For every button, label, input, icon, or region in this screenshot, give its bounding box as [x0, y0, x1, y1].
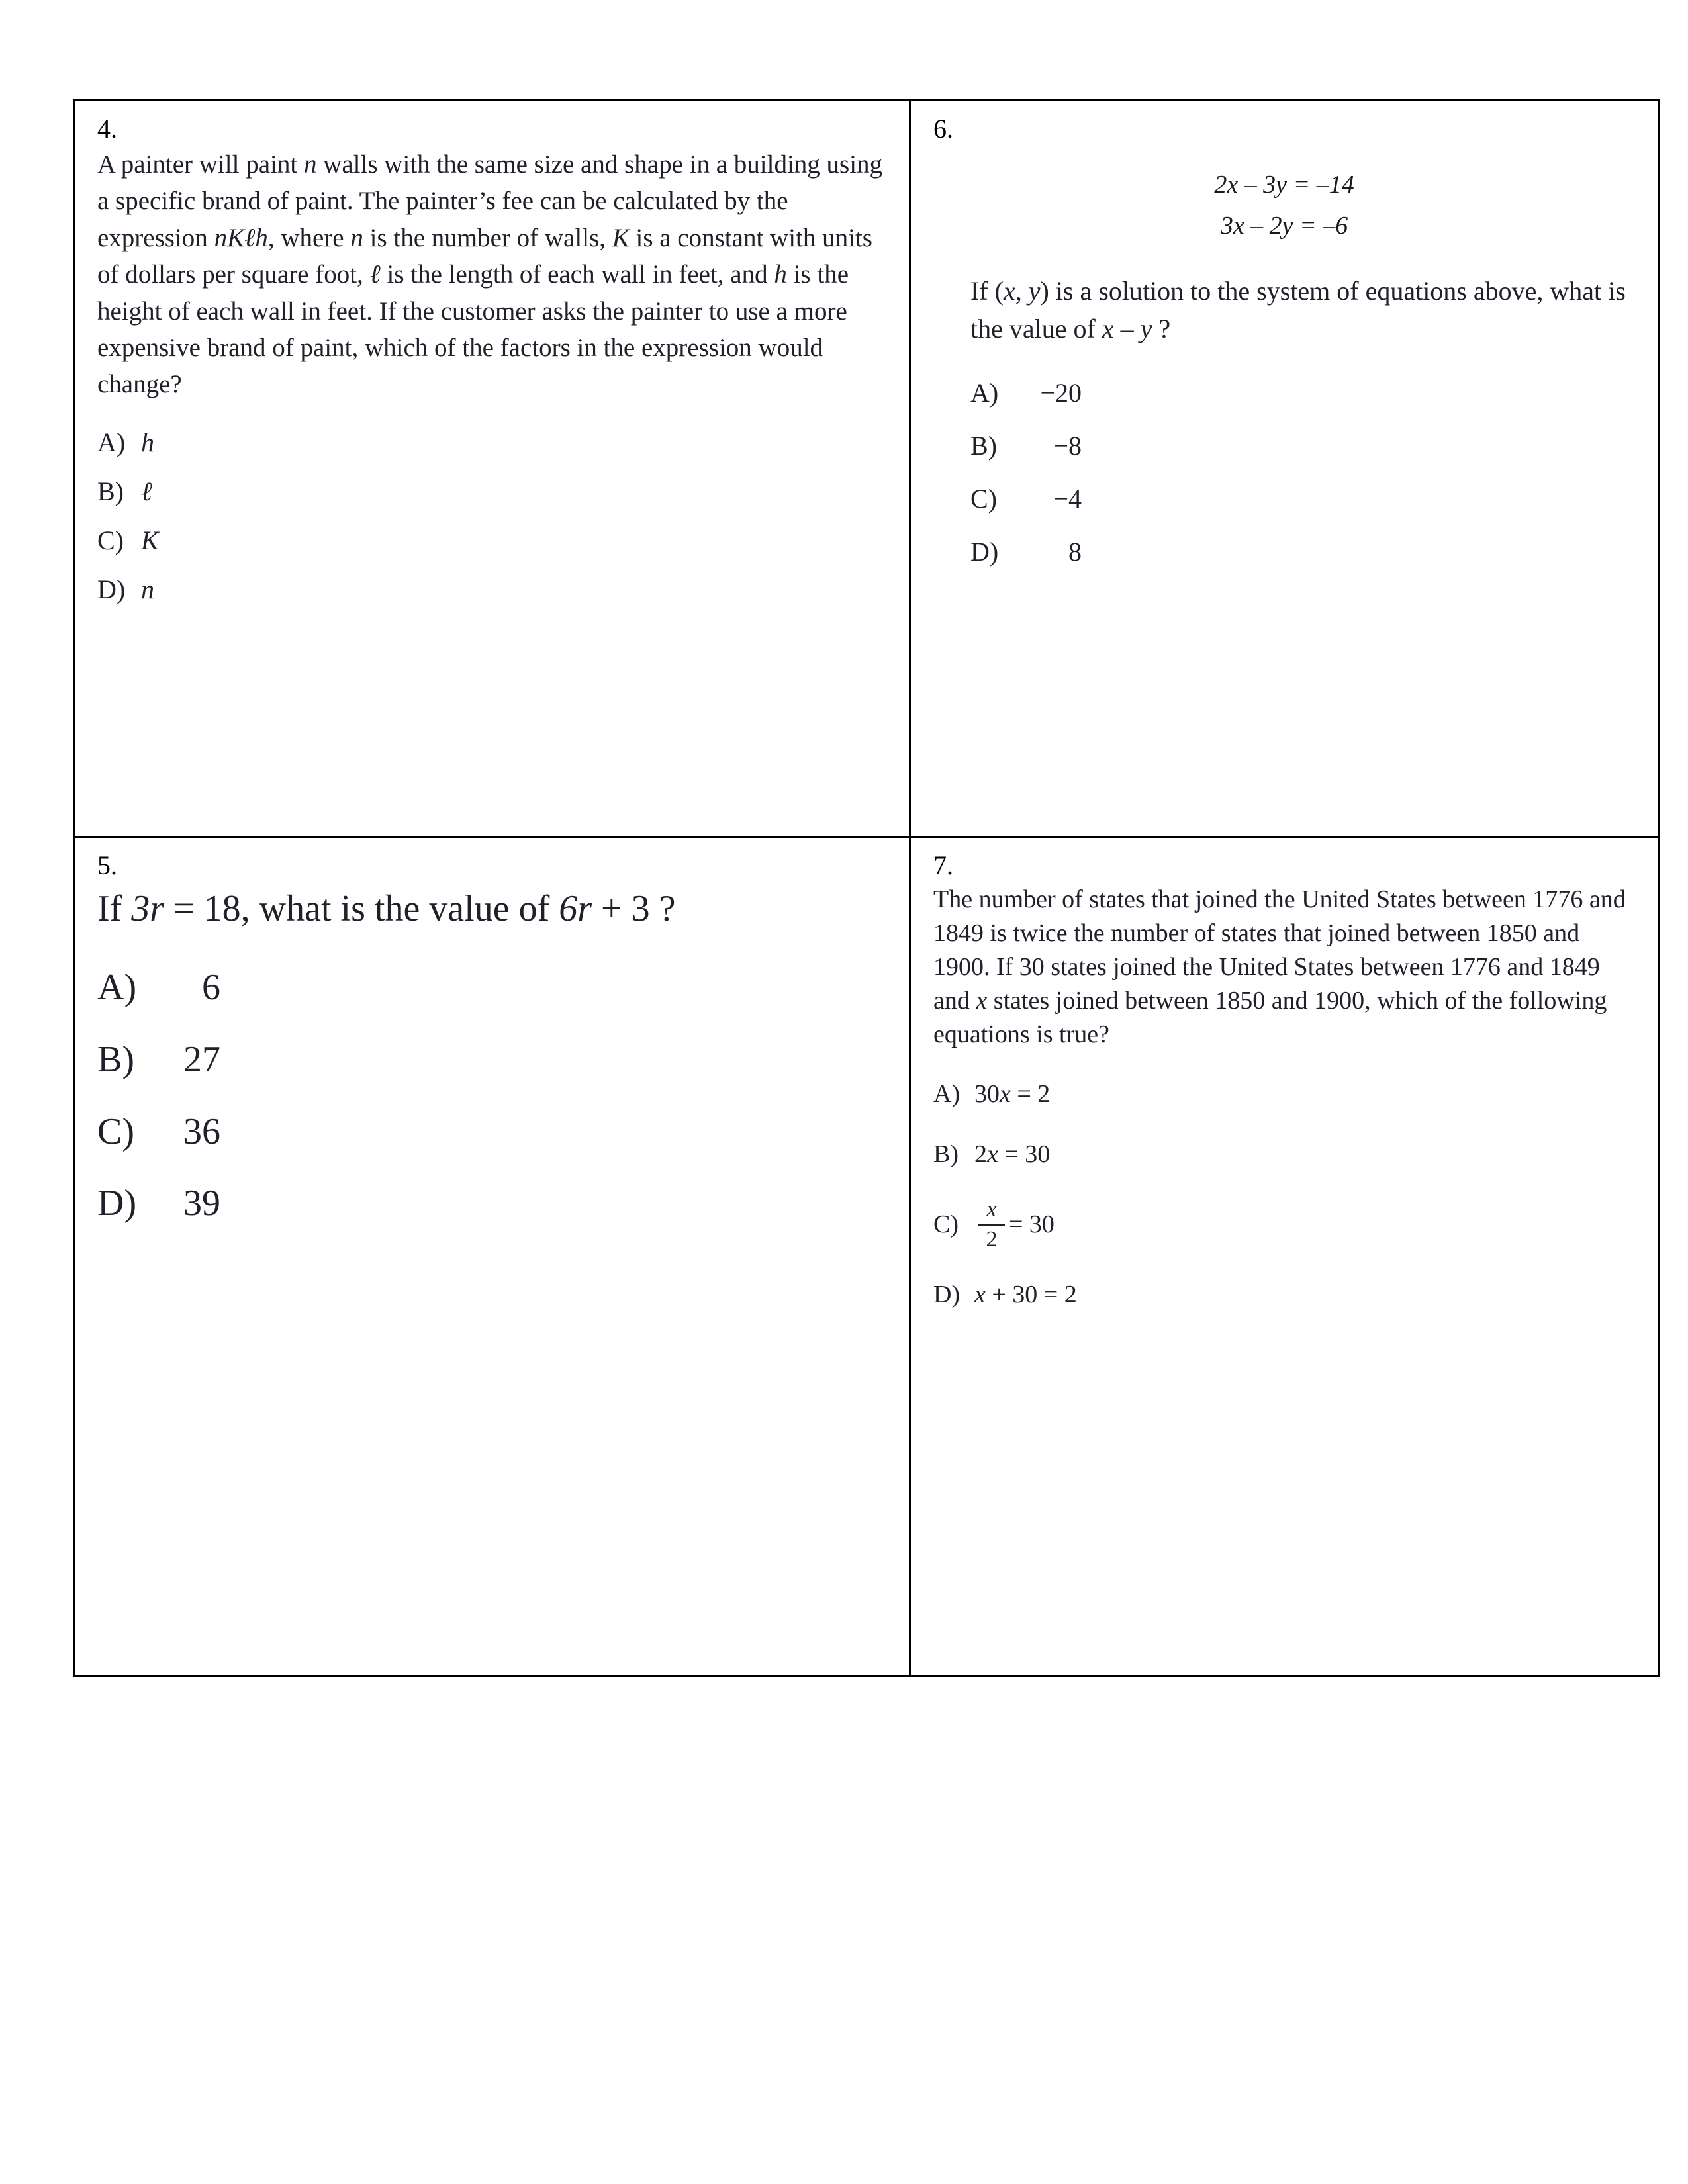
- question-number: 4.: [97, 114, 117, 144]
- text-run: If: [97, 888, 132, 929]
- math-variable: 6r: [559, 888, 592, 929]
- math-variable: ℓ: [369, 260, 381, 289]
- text-run: ) is a solution to the system of equations above, what is the value of: [970, 276, 1626, 343]
- choice-value: [1009, 429, 1082, 463]
- answer-choice[interactable]: [97, 964, 886, 1012]
- answer-choice[interactable]: [933, 1279, 1635, 1311]
- fraction-denominator: 2: [986, 1227, 998, 1252]
- choice-value: [161, 1108, 220, 1156]
- text-run: If (: [970, 276, 1004, 306]
- question-number: 7.: [933, 850, 953, 880]
- answer-choice[interactable]: [97, 523, 886, 558]
- choice-value: [1009, 535, 1082, 569]
- choice-label: A): [933, 1079, 961, 1108]
- question-text: [97, 146, 886, 403]
- math-variable: y: [1028, 276, 1041, 306]
- text-run: A painter will paint: [97, 150, 304, 179]
- text-run: is the height of each wall in feet. If the customer asks the painter to use a more expensive brand of paint, which of the factors in the expression would change?: [97, 260, 849, 399]
- answer-choice[interactable]: [970, 535, 1635, 569]
- choice-number: 8: [1068, 536, 1082, 567]
- answer-choices: [97, 964, 886, 1228]
- question-grid: [73, 99, 1660, 1677]
- choice-label: C): [97, 525, 124, 555]
- math-variable: n: [303, 150, 317, 179]
- answer-choice[interactable]: [97, 1036, 886, 1084]
- answer-choice[interactable]: [97, 1179, 886, 1228]
- choice-value: [161, 1179, 220, 1228]
- question-cell-4: [74, 101, 910, 837]
- text-run: is a constant with units of dollars per square foot,: [97, 223, 872, 289]
- choice-number: 36: [183, 1111, 220, 1152]
- answer-choices: [933, 1078, 1635, 1312]
- answer-choice[interactable]: [933, 1199, 1635, 1251]
- text-run: ?: [1152, 313, 1171, 343]
- choice-label: C): [933, 1210, 959, 1239]
- answer-choice[interactable]: [970, 482, 1635, 516]
- math-variable: x: [1003, 276, 1015, 306]
- choice-value: = 30: [1009, 1210, 1055, 1239]
- choice-label: D): [933, 1281, 961, 1309]
- choice-number: −20: [1040, 377, 1082, 408]
- choice-label: A): [970, 377, 999, 408]
- choice-label: C): [97, 1111, 134, 1152]
- question-text: [97, 886, 886, 932]
- text-run: + 3 ?: [592, 888, 676, 929]
- choice-number: 6: [202, 967, 220, 1008]
- choice-value: [161, 964, 220, 1012]
- text-run: 30: [974, 1079, 1000, 1108]
- text-run: 2: [974, 1140, 987, 1168]
- text-run: walls with the same size and shape in a building using a specific brand of paint. The painter’s fee can be calculated by the expression: [97, 150, 883, 252]
- grid-row-bottom: [74, 837, 1659, 1676]
- choice-label: A): [97, 427, 126, 457]
- choice-value: [1009, 482, 1082, 516]
- question-text: [933, 883, 1635, 1052]
- choice-value: ℓ: [141, 476, 152, 506]
- math-variable: K: [612, 223, 630, 252]
- text-run: = 18, what is the value of: [164, 888, 559, 929]
- equation-line: 3x – 2y = –6: [1220, 211, 1348, 240]
- fraction-bar: [978, 1224, 1005, 1226]
- answer-choice[interactable]: [970, 376, 1635, 410]
- choice-value: [161, 1036, 220, 1084]
- question-cell-6: [910, 101, 1659, 837]
- choice-label: B): [97, 476, 124, 506]
- text-run: is the length of each wall in feet, and: [380, 260, 774, 289]
- fraction: [978, 1199, 1005, 1251]
- choice-label: B): [97, 1038, 134, 1080]
- question-cell-5: [74, 837, 910, 1676]
- choice-number: −4: [1053, 483, 1082, 514]
- answer-choice[interactable]: [970, 429, 1635, 463]
- text-run: ,: [1015, 276, 1029, 306]
- question-text: [933, 273, 1635, 348]
- choice-value: [974, 1279, 1077, 1311]
- choice-number: 39: [183, 1183, 220, 1224]
- choice-value: h: [141, 427, 154, 457]
- choice-value: [1009, 376, 1082, 410]
- choice-label: B): [933, 1140, 959, 1168]
- answer-choices: [97, 426, 886, 607]
- grid-row-top: [74, 101, 1659, 837]
- choice-value: [974, 1138, 1050, 1171]
- question-number: 5.: [97, 850, 117, 880]
- text-run: The number of states that joined the United States between 1776 and 1849 is twice the number of states that joined between 1850 and 1900. If 30 states joined the United States between 1776 and 1849 and: [933, 886, 1626, 1015]
- answer-choice[interactable]: [933, 1138, 1635, 1171]
- math-variable: x: [974, 1281, 986, 1309]
- question-cell-7: [910, 837, 1659, 1676]
- math-variable: x: [987, 1140, 998, 1168]
- equation-line: 2x – 3y = –14: [1214, 171, 1354, 199]
- choice-value: K: [141, 525, 159, 555]
- text-run: + 30 = 2: [985, 1281, 1077, 1309]
- choice-label: A): [97, 967, 137, 1008]
- text-run: = 30: [998, 1140, 1051, 1168]
- math-variable: h: [774, 260, 787, 289]
- equation-block: [933, 165, 1635, 246]
- choice-label: C): [970, 483, 997, 514]
- choice-label: B): [970, 430, 997, 461]
- math-variable: 3r: [131, 888, 165, 929]
- answer-choice[interactable]: [97, 572, 886, 607]
- choice-number: 27: [183, 1038, 220, 1080]
- answer-choices: [933, 376, 1635, 569]
- math-variable: x: [1000, 1079, 1011, 1108]
- text-run: = 2: [1010, 1079, 1051, 1108]
- text-run: , where: [267, 223, 351, 252]
- math-variable: x – y: [1102, 313, 1152, 343]
- fraction-numerator: x: [986, 1197, 997, 1222]
- choice-number: −8: [1053, 430, 1082, 461]
- text-run: is the number of walls,: [363, 223, 612, 252]
- choice-label: D): [97, 1183, 137, 1224]
- text-run: states joined between 1850 and 1900, which of the following equations is true?: [933, 986, 1607, 1048]
- answer-choice[interactable]: [97, 426, 886, 460]
- answer-choice[interactable]: [97, 1108, 886, 1156]
- question-number: 6.: [933, 114, 953, 144]
- choice-label: D): [970, 536, 999, 567]
- answer-choice[interactable]: [97, 475, 886, 509]
- choice-label: D): [97, 574, 126, 604]
- math-variable: x: [976, 986, 988, 1015]
- math-variable: nKℓh: [214, 223, 268, 252]
- fraction-expression: [974, 1199, 1055, 1251]
- answer-choice[interactable]: [933, 1078, 1635, 1111]
- choice-value: [974, 1078, 1050, 1111]
- math-variable: n: [350, 223, 363, 252]
- choice-value: n: [141, 574, 154, 604]
